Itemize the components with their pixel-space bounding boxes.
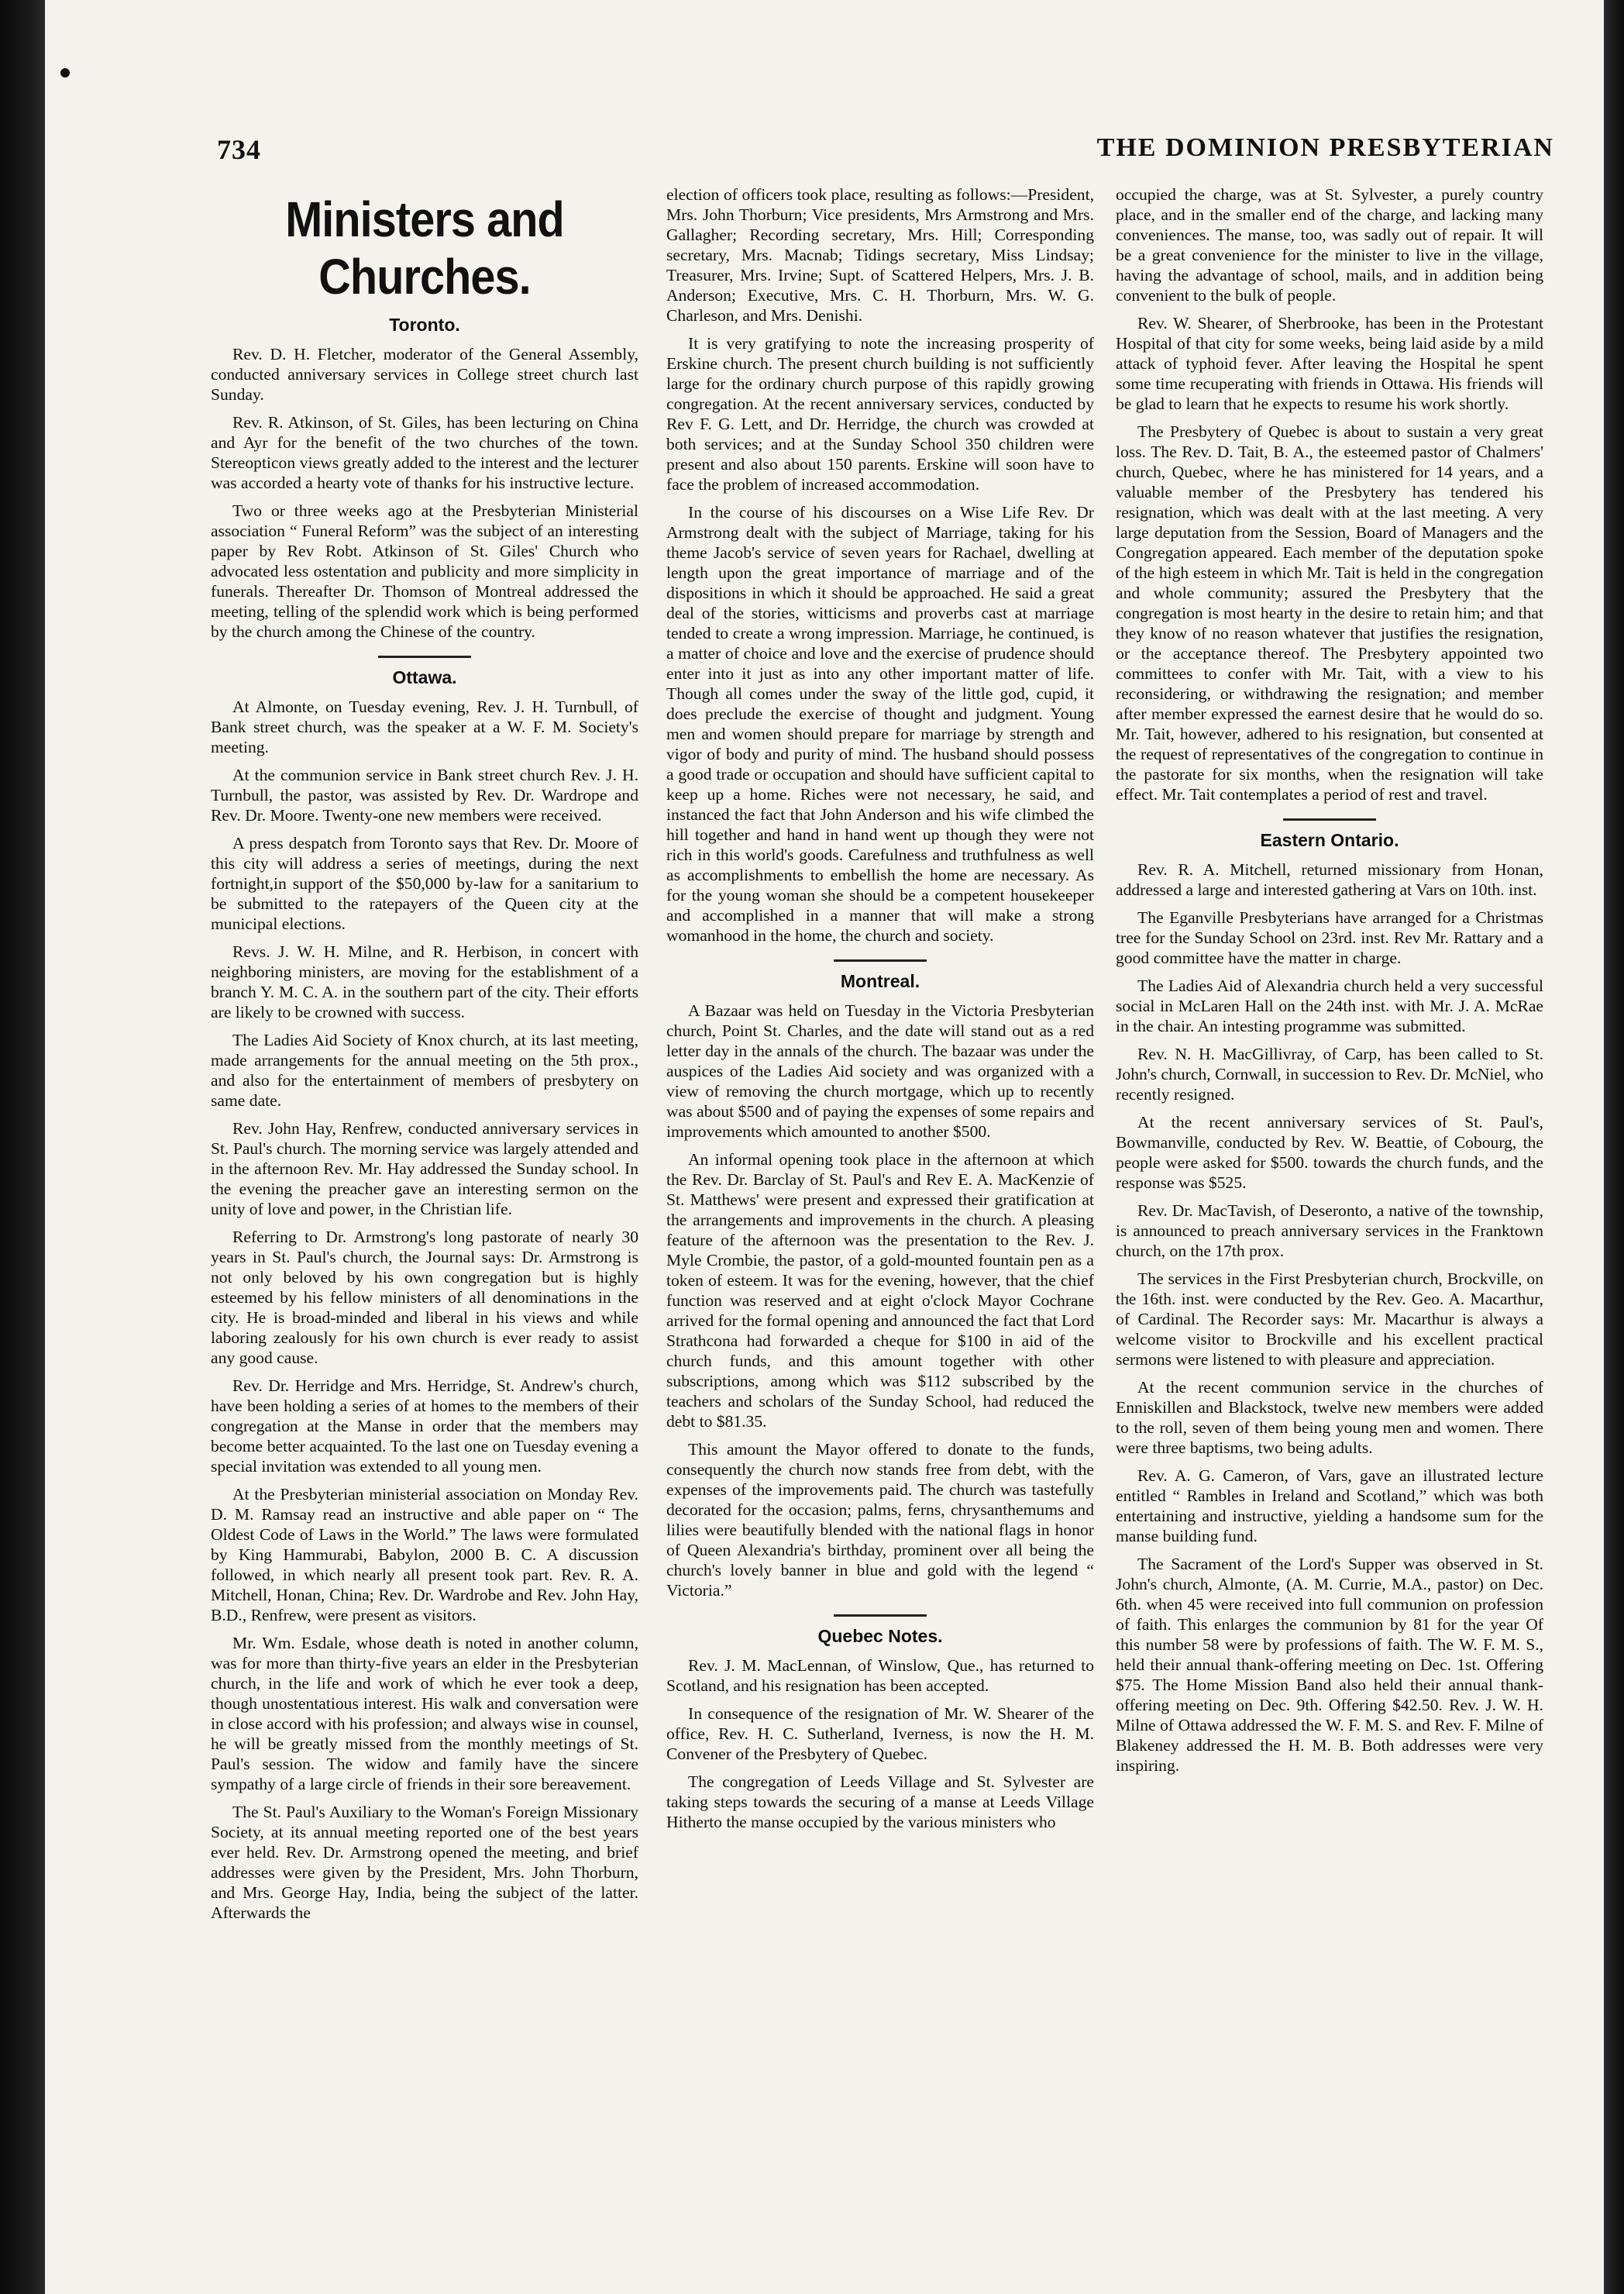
montreal-heading: Montreal. xyxy=(840,971,920,991)
eastern-ontario-paragraph: Rev. Dr. MacTavish, of Deseronto, a native of the township, is announced to preach anniversary services in the Franktown church, on the 17th prox. xyxy=(1116,1201,1543,1260)
quebec-paragraph: Rev. J. M. MacLennan, of Winslow, Que., has returned to Scotland, and his resignation has been accepted. xyxy=(666,1656,1094,1695)
quebec-paragraph: In consequence of the resignation of Mr. W. Shearer of the office, Rev. H. C. Sutherland, Iverness, is now the H. M. Convener of the Presbytery of Quebec. xyxy=(666,1704,1094,1763)
toronto-paragraph: Rev. D. H. Fletcher, moderator of the General Assembly, conducted anniversary services in College street church last Sunday. xyxy=(211,345,638,404)
scan-right-edge xyxy=(1604,0,1624,2294)
toronto-heading: Toronto. xyxy=(389,315,460,335)
running-head: THE DOMINION PRESBYTERIAN xyxy=(1096,133,1554,162)
page-header xyxy=(217,133,1554,170)
section-divider xyxy=(1283,818,1376,821)
ottawa-paragraph: Revs. J. W. H. Milne, and R. Herbison, in concert with neighboring ministers, are moving for the establishment of a branch Y. M. C. A. in the southern part of the city. Their efforts are likely to be crowned with success. xyxy=(211,942,638,1021)
montreal-paragraph: This amount the Mayor offered to donate to the funds, consequently the church now stands free from debt, with the expenses of the improvements paid. The church was tastefully decorated for the occasion; palms, ferns, chrysanthemums and lilies were beautifully blended with the national flags in honor of Queen Alexandria's birthday, prominent over all being the church's lovely banner in blue and gold with the legend “ Victoria.” xyxy=(666,1440,1094,1600)
ottawa-paragraph: At Almonte, on Tuesday evening, Rev. J. H. Turnbull, of Bank street church, was the speaker at a W. F. M. Society's meeting. xyxy=(211,698,638,756)
eastern-ontario-paragraph: At the recent anniversary services of St. Paul's, Bowmanville, conducted by Rev. W. Beattie, of Cobourg, the people were asked for $500. towards the church funds, and the response was $525. xyxy=(1116,1113,1543,1192)
eastern-ontario-paragraph: The Sacrament of the Lord's Supper was observed in St. John's church, Almonte, (A. M. Currie, M.A., pastor) on Dec. 6th. when 45 were received into full communion on profession of faith. This enlarges the communion by 81 for the year Of this number 58 were by professions of faith. The W. F. M. S., held their annual thank-offering meeting on Dec. 1st. Offering $75. The Home Mission Band also held their annual thank-offering meeting on Dec. 9th. Offering $42.50. Rev. J. W. H. Milne of Ottawa addressed the W. F. M. S. and Rev. F. Milne of Blakeney addressed the H. M. B. Both addresses were very inspiring. xyxy=(1116,1555,1543,1775)
ottawa-paragraph: It is very gratifying to note the increasing prosperity of Erskine church. The present church building is not sufficiently large for the ordinary church purpose of this rapidly growing congregation. At the recent anniversary services, conducted by Rev F. G. Lett, and Dr. Herridge, the church was crowded at both services; and at the Sunday School 350 children were present and also about 150 parents. Erskine will soon have to face the problem of increased accommodation. xyxy=(666,334,1094,494)
eastern-ontario-paragraph: At the recent communion service in the churches of Enniskillen and Blackstock, twelve new members were added to the roll, seven of them being young men and women. There were three baptisms, two being adults. xyxy=(1116,1378,1543,1457)
quebec-heading: Quebec Notes. xyxy=(817,1626,943,1646)
article-columns xyxy=(211,184,1543,2277)
montreal-paragraph: A Bazaar was held on Tuesday in the Victoria Presbyterian church, Point St. Charles, and the date will stand out as a red letter day in the annals of the church. The bazaar was under the auspices of the Ladies Aid society and was organized with a view of removing the church mortgage, which up to recently was about $500 and of paying the expenses of some repairs and improvements which amounted to another $500. xyxy=(666,1001,1094,1141)
column-2 xyxy=(666,184,1094,2277)
eastern-ontario-heading: Eastern Ontario. xyxy=(1260,830,1399,850)
scan-left-edge xyxy=(0,0,45,2294)
continued-paragraph: election of officers took place, resulting as follows:—President, Mrs. John Thorburn; Vice presidents, Mrs Armstrong and Mrs. Gallagher; Recording secretary, Mrs. Hill; Corresponding secretary, Mrs. Macnab; Tidings secretary, Miss Lindsay; Treasurer, Mrs. Irvine; Supt. of Scattered Helpers, Mrs. J. B. Anderson; Executive, Mrs. C. H. Thorburn, Mrs. W. G. Charleson, and Mrs. Denishi. xyxy=(666,185,1094,325)
section-masthead: Ministers and Churches. xyxy=(285,191,564,305)
eastern-ontario-paragraph: The services in the First Presbyterian church, Brockville, on the 16th. inst. were conducted by the Rev. Geo. A. Macarthur, of Cardinal. The Recorder says: Mr. Macarthur is always a welcome visitor to Brockville and his excellent practical sermons were listened to with pleasure and appreciation. xyxy=(1116,1269,1543,1369)
ottawa-paragraph: Referring to Dr. Armstrong's long pastorate of nearly 30 years in St. Paul's church, the Journal says: Dr. Armstrong is not only beloved by his own congregation but is highly esteemed by his fellow ministers of all denominations in the city. He is broad-minded and liberal in his views and while laboring zealously for his own church is ever ready to assist any good cause. xyxy=(211,1228,638,1367)
toronto-paragraph: Two or three weeks ago at the Presbyterian Ministerial association “ Funeral Reform” was the subject of an interesting paper by Rev Robt. Atkinson of St. Giles' Church who advocated less ostentation and publicity and more simplicity in funerals. Thereafter Dr. Thomson of Montreal addressed the meeting, telling of the splendid work which is being performed by the church among the Chinese of the country. xyxy=(211,501,638,641)
eastern-ontario-paragraph: The Ladies Aid of Alexandria church held a very successful social in McLaren Hall on the 24th inst. with Mr. J. A. McRae in the chair. An intesting programme was submitted. xyxy=(1116,976,1543,1035)
section-divider xyxy=(378,656,471,658)
column-3 xyxy=(1116,184,1543,2277)
ottawa-paragraph: A press despatch from Toronto says that Rev. Dr. Moore of this city will address a series of meetings, during the next fortnight,in support of the $50,000 by-law for a sanitarium to be submitted to the ratepayers of the Queen city at the municipal elections. xyxy=(211,834,638,933)
quebec-paragraph: The Presbytery of Quebec is about to sustain a very great loss. The Rev. D. Tait, B. A., the esteemed pastor of Chalmers' church, Quebec, where he has ministered for 14 years, and a valuable member of the Presbytery has tendered his resignation, which was dealt with at the last meeting. A very large deputation from the Session, Board of Managers and the Congregation appeared. Each member of the deputation spoke of the high esteem in which Mr. Tait is held in the congregation and whole community; assured the Presbytery that the congregation is most hearty in the desire to retain him; and that they know of no reason whatever that justifies the resignation, or the acceptance thereof. The Presbytery appointed two committees to confer with Mr. Tait, with a view to his reconsidering, or withdrawing the resignation; and member after member expressed the earnest desire that he would do so. Mr. Tait, however, adhered to his resignation, but consented at the request of representatives of the congregation to continue in the pastorate for six months, when the resignation will take effect. Mr. Tait contemplates a period of rest and travel. xyxy=(1116,422,1543,804)
ottawa-paragraph: The St. Paul's Auxiliary to the Woman's Foreign Missionary Society, at its annual meeting reported one of the best years ever held. Rev. Dr. Armstrong opened the meeting, and brief addresses were given by the President, Mrs. John Thorburn, and Mrs. George Hay, India, being the subject of the latter. Afterwards the xyxy=(211,1803,638,1922)
page-number: 734 xyxy=(217,134,261,165)
section-divider xyxy=(834,959,927,962)
ottawa-paragraph: Rev. John Hay, Renfrew, conducted anniversary services in St. Paul's church. The morning service was largely attended and in the afternoon Rev. Mr. Hay addressed the Sunday school. In the evening the preacher gave an interesting sermon on the unity of love and power, in the Christian life. xyxy=(211,1119,638,1218)
eastern-ontario-paragraph: Rev. A. G. Cameron, of Vars, gave an illustrated lecture entitled “ Rambles in Ireland and Scotland,” which was both entertaining and instructive, yielding a handsome sum for the manse building fund. xyxy=(1116,1466,1543,1545)
ottawa-paragraph: Mr. Wm. Esdale, whose death is noted in another column, was for more than thirty-five years an elder in the Presbyterian church, in the life and work of which he ever took a deep, though unostentatious interest. His walk and conversation were in close accord with his profession; and always wise in counsel, he will be greatly missed from the monthly meetings of St. Paul's session. The widow and family have the sincere sympathy of a large circle of friends in their sore bereavement. xyxy=(211,1634,638,1793)
quebec-paragraph: The congregation of Leeds Village and St. Sylvester are taking steps towards the securing of a manse at Leeds Village Hitherto the manse occupied by the various ministers who xyxy=(666,1772,1094,1831)
continued-paragraph: occupied the charge, was at St. Sylvester, a purely country place, and in the smaller end of the charge, and lacking many conveniences. The manse, too, was sadly out of repair. It will be a great convenience for the minister to live in the village, having the advantage of school, mails, and in addition being convenient to the bulk of people. xyxy=(1116,185,1543,305)
eastern-ontario-paragraph: The Eganville Presbyterians have arranged for a Christmas tree for the Sunday School on 23rd. inst. Rev Mr. Rattary and a good committee have the matter in charge. xyxy=(1116,908,1543,967)
montreal-paragraph: An informal opening took place in the afternoon at which the Rev. Dr. Barclay of St. Paul's and Rev E. A. MacKenzie of St. Matthews' were present and expressed their gratification at the arrangements and improvements in the church. A pleasing feature of the afternoon was the presentation to the Rev. J. Myle Crombie, the pastor, of a gold-mounted fountain pen as a token of esteem. It was for the evening, however, that the chief function was reserved and at eight o'clock Mayor Cochrane arrived for the formal opening and announced the fact that Lord Strathcona had forwarded a cheque for $100 in aid of the church funds, and this amount together with other subscriptions, among which was $112 subscribed by the teachers and scholars of the Sunday School, had reduced the debt to $81.35. xyxy=(666,1150,1094,1431)
eastern-ontario-paragraph: Rev. R. A. Mitchell, returned missionary from Honan, addressed a large and interested gathering at Vars on 10th. inst. xyxy=(1116,860,1543,899)
ottawa-paragraph: At the communion service in Bank street church Rev. J. H. Turnbull, the pastor, was assisted by Rev. Dr. Wardrope and Rev. Dr. Moore. Twenty-one new members were received. xyxy=(211,766,638,825)
column-1 xyxy=(211,184,638,2277)
quebec-paragraph: Rev. W. Shearer, of Sherbrooke, has been in the Protestant Hospital of that city for some weeks, being laid aside by a mild attack of typhoid fever. After leaving the Hospital he spent some time recuperating with friends in Ottawa. His friends will be glad to learn that he expects to resume his work shortly. xyxy=(1116,314,1543,413)
ottawa-paragraph: In the course of his discourses on a Wise Life Rev. Dr Armstrong dealt with the subject of Marriage, taking for his theme Jacob's service of seven years for Rachael, dwelling at length upon the great importance of marriage and of the dispositions in which it should be approached. He said a great deal of the stories, witticisms and proverbs cast at marriage tended to create a wrong impression. Marriage, he continued, is a matter of choice and love and the exercise of prudence should enter into it just as into any other important matter of life. Though all comes under the sway of the little god, cupid, it does preclude the exercise of thought and judgment. Young men and women should prepare for marriage by strength and vigor of body and purity of mind. The husband should possess a good trade or occupation and should have sufficient capital to keep up a home. Riches were not necessary, he said, and instanced the fact that John Anderson and his wife climbed the hill together and hand in hand went up though they were not rich in this world's goods. Carefulness and truthfulness as well as accomplishments to embellish the home are necessary. As for the young woman she should be a competent housekeeper and accomplished in a manner that will make a strong womanhood in the home, the church and society. xyxy=(666,503,1094,945)
punch-hole-mark xyxy=(60,68,70,78)
ottawa-paragraph: The Ladies Aid Society of Knox church, at its last meeting, made arrangements for the annual meeting on the 5th prox., and also for the entertainment of members of presbytery on same date. xyxy=(211,1031,638,1110)
eastern-ontario-paragraph: Rev. N. H. MacGillivray, of Carp, has been called to St. John's church, Cornwall, in succession to Rev. Dr. McNiel, who recently resigned. xyxy=(1116,1045,1543,1104)
ottawa-paragraph: Rev. Dr. Herridge and Mrs. Herridge, St. Andrew's church, have been holding a series of at homes to the members of their congregation at the Manse in order that the members may become better acquainted. To the last one on Tuesday evening a special invitation was extended to all young men. xyxy=(211,1376,638,1476)
ottawa-heading: Ottawa. xyxy=(392,667,457,687)
section-divider xyxy=(834,1614,927,1617)
ottawa-paragraph: At the Presbyterian ministerial association on Monday Rev. D. M. Ramsay read an instructive and able paper on “ The Oldest Code of Laws in the World.” The laws were formulated by King Hammurabi, Babylon, 2000 B. C. A discussion followed, in which nearly all present took part. Rev. R. A. Mitchell, Honan, China; Rev. Dr. Wardrobe and Rev. John Hay, B.D., Renfrew, were present as visitors. xyxy=(211,1485,638,1624)
toronto-paragraph: Rev. R. Atkinson, of St. Giles, has been lecturing on China and Ayr for the benefit of the two churches of the town. Stereopticon views greatly added to the interest and the lecturer was accorded a hearty vote of thanks for his instructive lecture. xyxy=(211,413,638,492)
